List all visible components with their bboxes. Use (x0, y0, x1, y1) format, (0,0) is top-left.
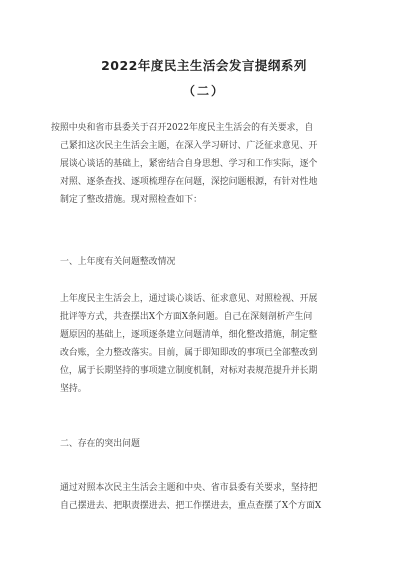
paragraph-line: 题原因的基础上，逐项逐条建立问题清单，细化整改措施，制定整 (60, 330, 318, 340)
paragraph-line: 通过对照本次民主生活会主题和中央、省市县委有关要求，坚持把 (60, 483, 318, 493)
document-subtitle: （二） (182, 84, 225, 98)
document-title: 2022年度民主生活会发言提纲系列 (101, 58, 307, 73)
paragraph-line: 坚持。 (60, 384, 87, 394)
paragraph-line: 改台账，全力整改落实。目前，属于即知即改的事项已全部整改到 (60, 348, 318, 358)
paragraph-line: 对照、逐条查找、逐项梳理存在问题，深挖问题根源，有针对性地 (60, 177, 318, 187)
paragraph-line: 上年度民主生活会上，通过谈心谈话、征求意见、对照检视、开展 (60, 294, 318, 304)
section-heading-1: 一、上年度有关问题整改情况 (60, 257, 176, 267)
section2-paragraph (60, 479, 352, 515)
section1-paragraph (60, 290, 352, 398)
paragraph-line: 自己摆进去、把职责摆进去、把工作摆进去，重点查摆了X个方面X (60, 501, 322, 511)
paragraph-line: 己紧扣这次民主生活会主题，在深入学习研讨、广泛征求意见、开 (60, 141, 318, 151)
paragraph-line: 按照中央和省市县委关于召开2022年度民主生活会的有关要求，自 (51, 123, 314, 133)
paragraph-line: 展谈心谈话的基础上，紧密结合自身思想、学习和工作实际，逐个 (60, 159, 318, 169)
paragraph-line: 制定了整改措施。现对照检查如下： (60, 195, 202, 205)
paragraph-line: 批评等方式，共查摆出X个方面X条问题。自己在深刻剖析产生问 (60, 312, 313, 322)
paragraph-line: 位，属于长期坚持的事项建立制度机制，对标对表规范提升并长期 (60, 366, 318, 376)
section-heading-2: 二、存在的突出问题 (60, 439, 140, 449)
intro-paragraph (51, 119, 352, 209)
